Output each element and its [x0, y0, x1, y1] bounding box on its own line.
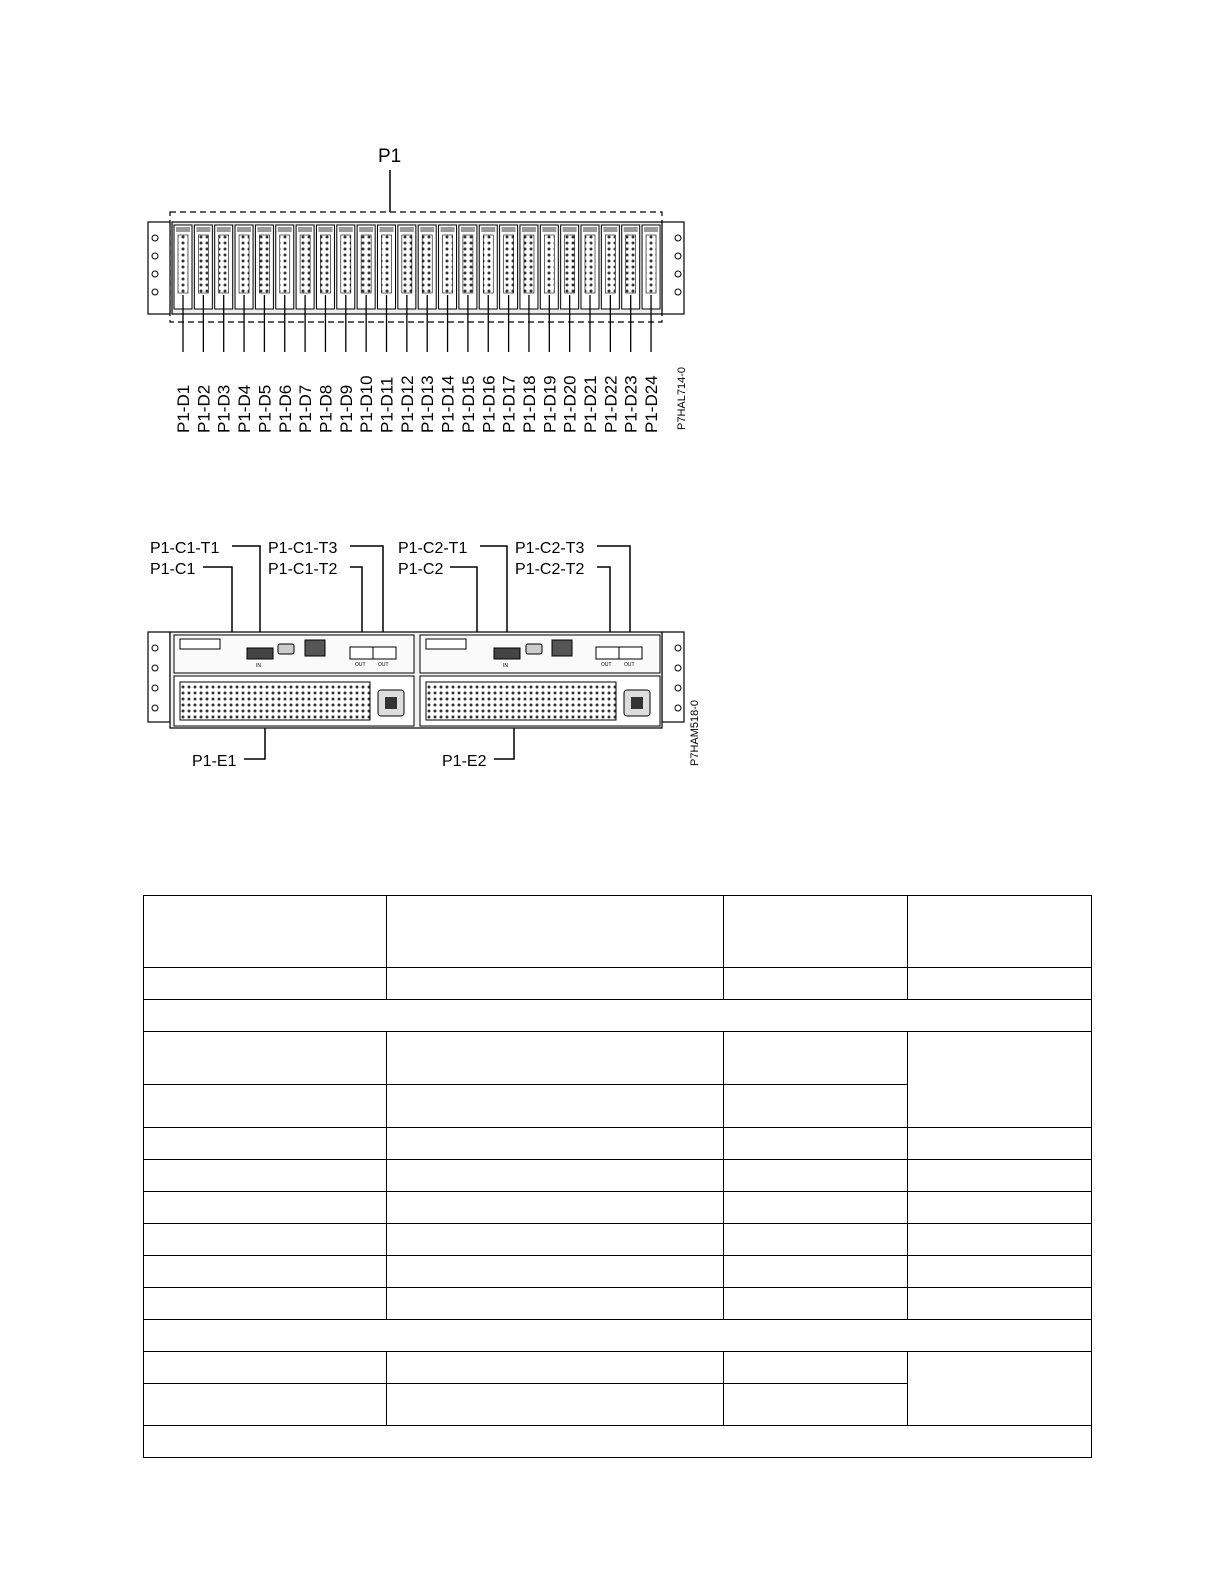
callout-p1-e1: P1-E1: [192, 753, 237, 770]
drive-label: P1-D7: [296, 384, 316, 433]
drive-label: P1-D17: [499, 375, 519, 433]
power-supply-p1-e2: [420, 676, 660, 726]
right-rack-ear: [662, 222, 684, 314]
drive-label: P1-D13: [418, 375, 438, 433]
table-row: [144, 1160, 1092, 1192]
table-row: [144, 1352, 1092, 1384]
drive-label: P1-D4: [235, 384, 255, 433]
drive-label: P1-D22: [601, 375, 621, 433]
rear-left-rack-ear: [148, 632, 170, 722]
drive-label: P1-D24: [642, 375, 662, 433]
drive-label: P1-D16: [479, 375, 499, 433]
controller-p1-c2: [420, 635, 660, 673]
callout-p1-c1-t2: P1-C1-T2: [268, 561, 338, 578]
table-row: [144, 1288, 1092, 1320]
power-supply-p1-e1: [174, 676, 414, 726]
front-figure-id: P7HAL714-0: [676, 367, 688, 430]
table-row: [144, 968, 1092, 1000]
drive-label: P1-D9: [336, 384, 356, 433]
rear-figure-id: P7HAM518-0: [689, 699, 701, 766]
table-row: [144, 1256, 1092, 1288]
drive-label: P1-D15: [458, 375, 478, 433]
table-row: [144, 1128, 1092, 1160]
port-in-label-c2: IN: [503, 663, 508, 669]
callout-p1-e2: P1-E2: [442, 753, 487, 770]
port-out-label-c2-t3: OUT: [624, 662, 635, 668]
drive-label: P1-D11: [377, 376, 397, 433]
callout-p1-c2-t3: P1-C2-T3: [515, 540, 585, 557]
callout-p1-c2: P1-C2: [398, 561, 444, 578]
drive-label: P1-D8: [316, 384, 336, 433]
drive-label: P1-D10: [357, 375, 377, 433]
left-rack-ear: [148, 222, 170, 314]
empty-table: [143, 895, 1092, 1458]
callout-p1-c2-t1: P1-C2-T1: [398, 540, 468, 557]
drive-label: P1-D5: [255, 384, 275, 433]
drive-label: P1-D2: [194, 384, 214, 433]
port-in-label-c1: IN: [256, 663, 261, 669]
table-row: [144, 896, 1092, 968]
table-row: [144, 1000, 1092, 1032]
drive-label: P1-D1: [174, 384, 193, 433]
port-out-label-c1-t2: OUT: [355, 662, 366, 668]
enclosure-callout-p1: P1: [378, 146, 402, 167]
rear-right-rack-ear: [662, 632, 684, 722]
callout-p1-c1: P1-C1: [150, 561, 196, 578]
controller-p1-c1: [174, 635, 414, 673]
drive-label: P1-D6: [275, 384, 295, 433]
callout-p1-c1-t1: P1-C1-T1: [150, 540, 220, 557]
drive-label: P1-D12: [397, 375, 417, 433]
drive-label: P1-D20: [560, 375, 580, 433]
drive-label: P1-D19: [540, 375, 560, 433]
port-out-label-c1-t3: OUT: [378, 662, 389, 668]
table-row: [144, 1224, 1092, 1256]
table-row: [144, 1192, 1092, 1224]
table-row: [144, 1032, 1092, 1085]
front-view-diagram: [0, 0, 1224, 520]
drive-label: P1-D21: [581, 375, 600, 433]
callout-p1-c1-t3: P1-C1-T3: [268, 540, 338, 557]
callout-p1-c2-t2: P1-C2-T2: [515, 561, 585, 578]
port-out-label-c2-t2: OUT: [601, 662, 612, 668]
drive-label: P1-D14: [438, 375, 458, 433]
table-row: [144, 1320, 1092, 1352]
table-row: [144, 1426, 1092, 1458]
drive-label: P1-D23: [621, 375, 641, 433]
rear-view-diagram: [0, 520, 1224, 780]
drive-callouts: [174, 295, 661, 433]
drive-label: P1-D3: [214, 384, 234, 433]
drive-label: P1-D18: [519, 375, 539, 433]
